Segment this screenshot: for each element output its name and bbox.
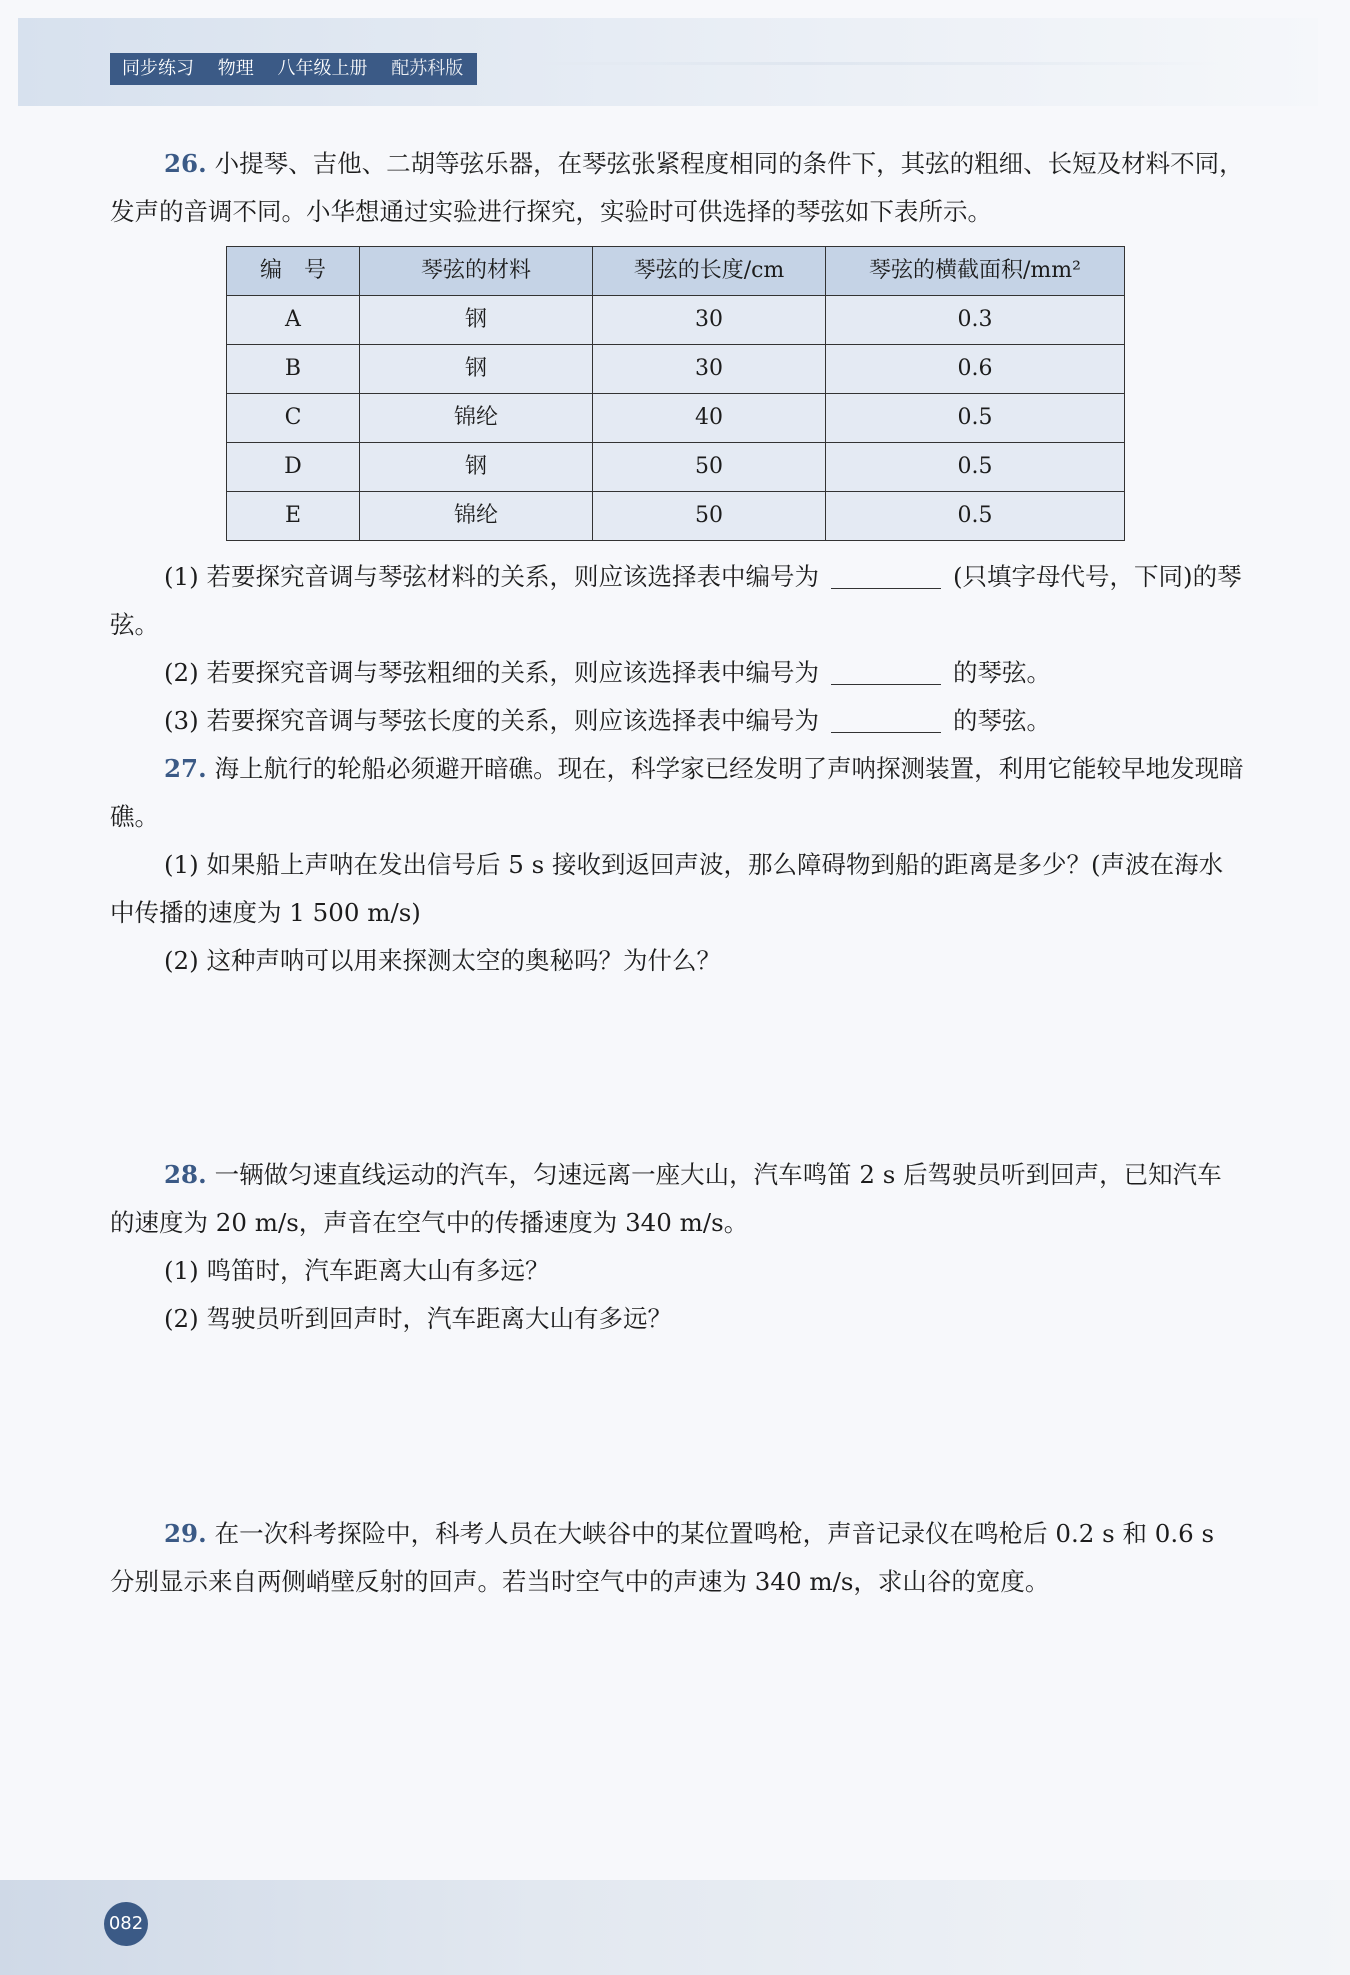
question-number: 28. — [164, 1160, 207, 1189]
question-28-stem: 28. 一辆做匀速直线运动的汽车，匀速远离一座大山，汽车鸣笛 2 s 后驾驶员听到回声，已知汽车的速度为 20 m/s，声音在空气中的传播速度为 340 m/s。 — [110, 1160, 1222, 1237]
header-grade: 八年级上册 — [277, 58, 368, 79]
page-number: 082 — [104, 1902, 148, 1946]
answer-blank[interactable] — [831, 654, 941, 685]
question-26-stem: 26. 小提琴、吉他、二胡等弦乐器，在琴弦张紧程度相同的条件下，其弦的粗细、长短及材料不同，发声的音调不同。小华想通过实验进行探究，实验时可供选择的琴弦如下表所示。 — [110, 149, 1244, 226]
string-table — [226, 246, 1125, 541]
table-cell: 40 — [593, 394, 826, 443]
answer-space — [110, 1343, 1245, 1510]
header-subject: 物理 — [217, 58, 254, 79]
table-cell: 0.6 — [826, 345, 1125, 394]
header-divider — [520, 62, 1220, 65]
question-26-part-2: (2) 若要探究音调与琴弦粗细的关系，则应该选择表中编号为 的琴弦。 — [110, 649, 1245, 697]
question-number: 29. — [164, 1519, 207, 1548]
table-cell: C — [227, 394, 360, 443]
table-cell: 30 — [593, 296, 826, 345]
table-cell: 50 — [593, 443, 826, 492]
running-header — [110, 53, 477, 85]
header-series: 同步练习 — [122, 58, 194, 79]
question-28-part-1: (1) 鸣笛时，汽车距离大山有多远？ — [164, 1256, 550, 1285]
question-28-part-2: (2) 驾驶员听到回声时，汽车距离大山有多远？ — [164, 1304, 672, 1333]
table-cell: 锦纶 — [360, 492, 593, 541]
table-cell: 50 — [593, 492, 826, 541]
table-row — [227, 345, 1125, 394]
question-number: 27. — [164, 754, 207, 783]
column-header: 编 号 — [227, 247, 360, 296]
table-header-row — [227, 247, 1125, 296]
question-26-part-3: (3) 若要探究音调与琴弦长度的关系，则应该选择表中编号为 的琴弦。 — [110, 697, 1245, 745]
table-cell: 钢 — [360, 443, 593, 492]
question-27-stem: 27. 海上航行的轮船必须避开暗礁。现在，科学家已经发明了声呐探测装置，利用它能较早地发现暗礁。 — [110, 754, 1244, 831]
table-cell: A — [227, 296, 360, 345]
table-cell: 钢 — [360, 345, 593, 394]
table-cell: D — [227, 443, 360, 492]
answer-space — [110, 985, 1245, 1151]
table-cell: 0.5 — [826, 492, 1125, 541]
table-row — [227, 443, 1125, 492]
answer-blank[interactable] — [831, 558, 941, 589]
question-26-part-1: (1) 若要探究音调与琴弦材料的关系，则应该选择表中编号为 (只填字母代号，下同)的琴弦。 — [110, 553, 1245, 649]
column-header: 琴弦的材料 — [360, 247, 593, 296]
column-header: 琴弦的横截面积/mm² — [826, 247, 1125, 296]
table-row — [227, 394, 1125, 443]
header-edition: 配苏科版 — [391, 58, 464, 79]
table-cell: 30 — [593, 345, 826, 394]
table-cell: 0.5 — [826, 394, 1125, 443]
table-row — [227, 492, 1125, 541]
answer-blank[interactable] — [831, 702, 941, 733]
page-content — [110, 140, 1245, 1606]
table-cell: E — [227, 492, 360, 541]
question-27-part-1: (1) 如果船上声呐在发出信号后 5 s 接收到返回声波，那么障碍物到船的距离是多少？(声波在海水中传播的速度为 1 500 m/s) — [110, 850, 1224, 927]
footer-band — [0, 1880, 1350, 1975]
table-cell: 钢 — [360, 296, 593, 345]
question-27-part-2: (2) 这种声呐可以用来探测太空的奥秘吗？为什么？ — [164, 946, 721, 975]
table-cell: B — [227, 345, 360, 394]
column-header: 琴弦的长度/cm — [593, 247, 826, 296]
table-cell: 0.3 — [826, 296, 1125, 345]
table-row — [227, 296, 1125, 345]
question-29-stem: 29. 在一次科考探险中，科考人员在大峡谷中的某位置鸣枪，声音记录仪在鸣枪后 0.2 s 和 0.6 s 分别显示来自两侧峭壁反射的回声。若当时空气中的声速为 340 m/s，求山谷的宽度。 — [110, 1519, 1215, 1596]
table-cell: 0.5 — [826, 443, 1125, 492]
table-cell: 锦纶 — [360, 394, 593, 443]
question-number: 26. — [164, 149, 207, 178]
